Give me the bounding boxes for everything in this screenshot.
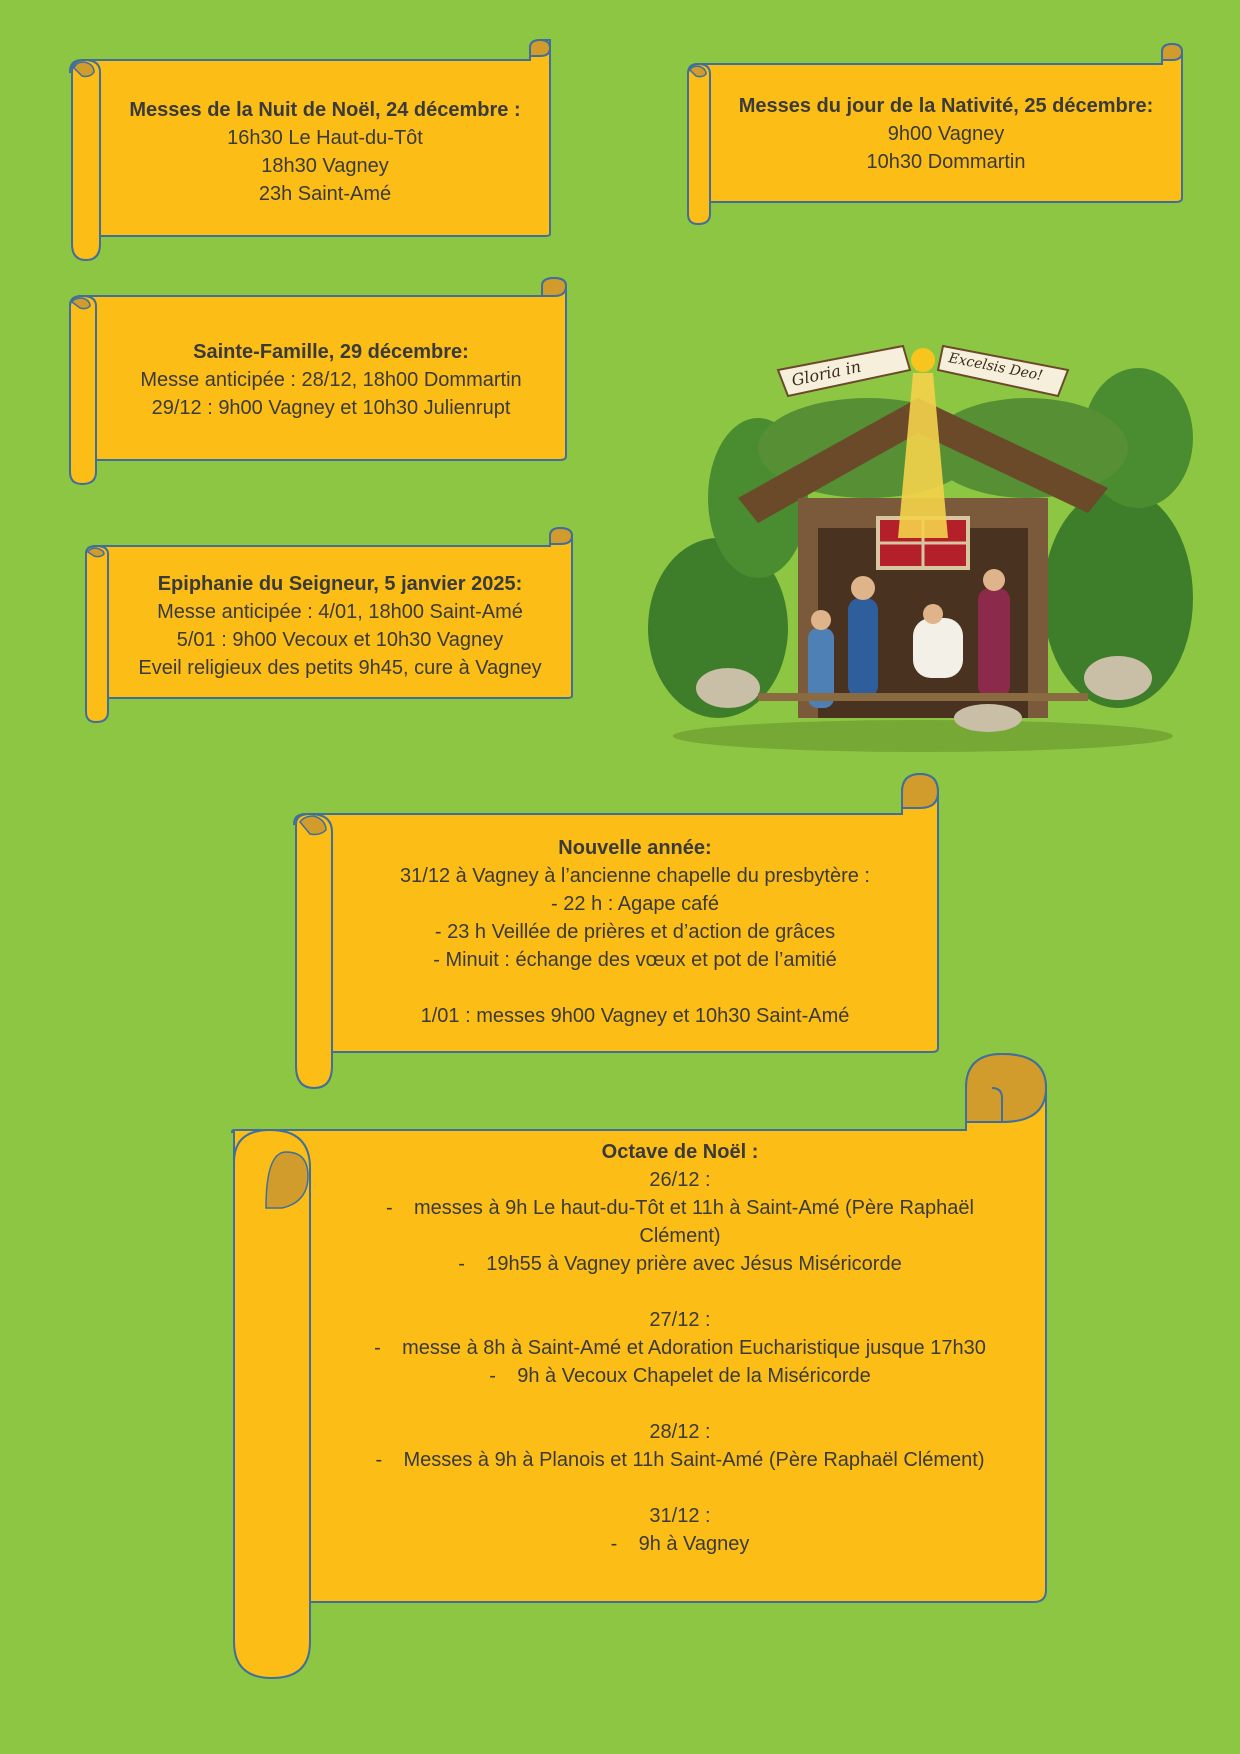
nativity-scene-image: [648, 298, 1193, 758]
date-heading: 26/12 :: [649, 1169, 711, 1191]
schedule-line: Messe anticipée : 4/01, 18h00 Saint-Amé: [157, 601, 523, 623]
sheep-icon: [696, 668, 760, 708]
list-item: - Messes à 9h à Planois et 11h Saint-Amé (Père Raphaël Clément): [375, 1449, 985, 1471]
schedule-line: 16h30 Le Haut-du-Tôt: [227, 127, 423, 149]
schedule-line: 9h00 Vagney: [887, 123, 1005, 145]
list-item: - 9h à Vecoux Chapelet de la Miséricorde: [489, 1365, 871, 1387]
schedule-line: 5/01 : 9h00 Vecoux et 10h30 Vagney: [176, 629, 504, 651]
sheep-icon: [954, 704, 1022, 732]
scroll-title: Messes du jour de la Nativité, 25 décembre:: [738, 95, 1154, 117]
scroll-title: Messes de la Nuit de Noël, 24 décembre :: [129, 99, 521, 121]
star-icon: [911, 348, 935, 372]
scroll-christmas-octave: [230, 1052, 1050, 1682]
sheep-icon: [1084, 656, 1152, 700]
schedule-line: - 23 h Veillée de prières et d’action de grâces: [434, 921, 836, 943]
scroll-christmas-eve: [68, 38, 554, 264]
scroll-title: Nouvelle année:: [558, 837, 712, 859]
banner-left-text: Gloria in: [789, 356, 863, 390]
schedule-line: - Minuit : échange des vœux et pot de l’amitié: [433, 949, 837, 971]
scroll-epiphany: [84, 526, 576, 726]
schedule-line: 18h30 Vagney: [261, 155, 389, 177]
date-heading: 28/12 :: [649, 1421, 711, 1443]
list-item: - messe à 8h à Saint-Amé et Adoration Eucharistique jusque 17h30: [374, 1337, 986, 1359]
banner-right-text: Excelsis Deo!: [947, 350, 1045, 385]
list-item: - 9h à Vagney: [610, 1533, 750, 1555]
date-heading: 31/12 :: [649, 1505, 711, 1527]
scroll-title: Epiphanie du Seigneur, 5 janvier 2025:: [157, 573, 523, 595]
scroll-holy-family: [68, 276, 570, 486]
schedule-line: 29/12 : 9h00 Vagney et 10h30 Julienrupt: [151, 397, 511, 419]
list-item: - 19h55 à Vagney prière avec Jésus Miséricorde: [458, 1253, 902, 1275]
schedule-line: 10h30 Dommartin: [866, 151, 1026, 173]
scroll-nativity-day: [686, 42, 1186, 226]
star-beam: [898, 373, 948, 538]
list-item-continuation: Clément): [639, 1225, 721, 1247]
schedule-line: 1/01 : messes 9h00 Vagney et 10h30 Saint-Amé: [420, 1005, 850, 1027]
schedule-line: Eveil religieux des petits 9h45, cure à Vagney: [138, 657, 542, 679]
scroll-new-year: [292, 772, 944, 1092]
scroll-title: Sainte-Famille, 29 décembre:: [193, 341, 469, 363]
schedule-line: Messe anticipée : 28/12, 18h00 Dommartin: [140, 369, 522, 391]
fence: [758, 693, 1088, 701]
scroll-title: Octave de Noël :: [601, 1141, 759, 1163]
date-heading: 27/12 :: [649, 1309, 711, 1331]
schedule-line: 31/12 à Vagney à l’ancienne chapelle du presbytère :: [400, 865, 870, 887]
list-item: - messes à 9h Le haut-du-Tôt et 11h à Saint-Amé (Père Raphaël: [386, 1197, 974, 1219]
schedule-line: 23h Saint-Amé: [258, 183, 392, 205]
schedule-line: - 22 h : Agape café: [551, 893, 719, 915]
